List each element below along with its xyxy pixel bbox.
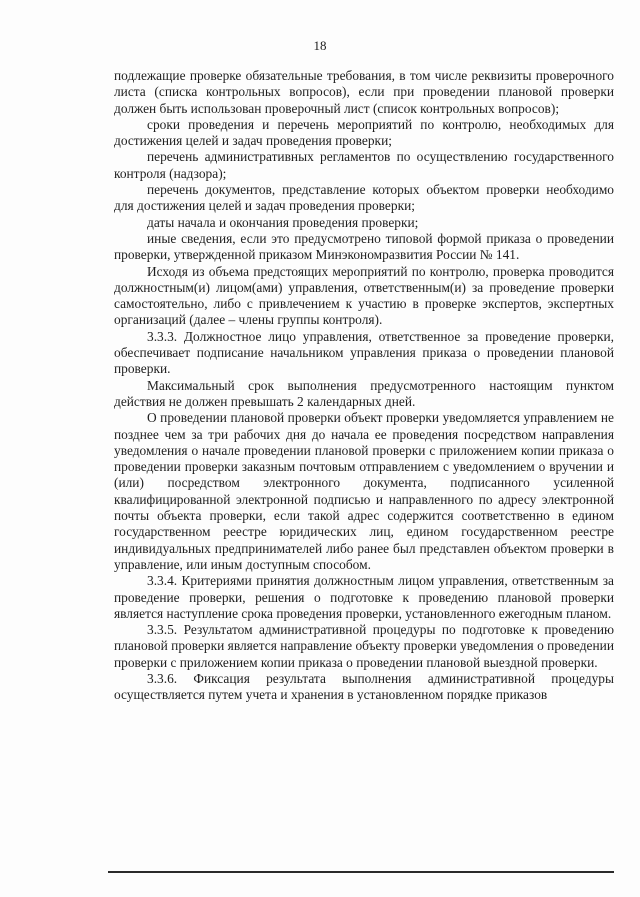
paragraph-11: 3.3.4. Критериями принятия должностным лицом управления, ответственным за проведение проверки, решения о подготовке к проведению плановой проверки является наступление срока проведения проверки, установленного ежегодным планом. — [114, 573, 614, 621]
bottom-rule — [108, 871, 614, 873]
paragraph-3: перечень административных регламентов по осуществлению государственного контроля (надзора); — [114, 149, 614, 181]
paragraph-1: подлежащие проверке обязательные требования, в том числе реквизиты проверочного листа (списка контрольных вопросов), если при проведении плановой проверки должен быть использован проверочный лист (список контрольных вопросов); — [114, 68, 614, 116]
paragraph-2: сроки проведения и перечень мероприятий по контролю, необходимых для достижения целей и задач проведения проверки; — [114, 116, 614, 149]
paragraph-10: О проведении плановой проверки объект проверки уведомляется управлением не позднее чем за три рабочих дня до начала ее проведения посредством направления уведомления о начале проведении плановой проверки с приложением копии приказа о проведении проверки заказным почтовым отправлением с уведомлением о вручении и (или) посредством электронного документа, подписанного усиленной квалифицированной электронной подписью и направленного по адресу электронной почты объекта проверки, если такой адрес содержится соответственно в едином государственном реестре юридических лиц, едином государственном реестре индивидуальных предпринимателей либо ранее был представлен объектом проверки в управление, или иным доступным способом. — [114, 410, 614, 572]
paragraph-4: перечень документов, представление которых объектом проверки необходимо для достижения целей и задач проведения проверки; — [114, 182, 614, 214]
paragraph-7: Исходя из объема предстоящих мероприятий по контролю, проверка проводится должностным(и) лицом(ами) управления, ответственным(и) за проведение проверки самостоятельно, либо с привлечением к участию в проверке экспертов, экспертных организаций (далее – члены группы контроля). — [114, 263, 614, 328]
paragraph-5: даты начала и окончания проведения проверки; — [147, 214, 419, 230]
body-text — [114, 68, 614, 704]
paragraph-13: 3.3.6. Фиксация результата выполнения административной процедуры осуществляется путем учета и хранения в установленном порядке приказов — [114, 670, 614, 703]
paragraph-9: Максимальный срок выполнения предусмотренного настоящим пунктом действия не должен превышать 2 календарных дней. — [114, 377, 614, 409]
paragraph-6: иные сведения, если это предусмотрено типовой формой приказа о проведении проверки, утвержденной приказом Минэкономразвития России № 141. — [114, 230, 614, 263]
paragraph-12: 3.3.5. Результатом административной процедуры по подготовке к проведению плановой проверки является направление объекту проверки уведомления о проведении проверки с приложением копии приказа о проведении плановой выездной проверки. — [114, 622, 614, 670]
page-number: 18 — [313, 38, 327, 53]
paragraph-8: 3.3.3. Должностное лицо управления, ответственное за проведение проверки, обеспечивает подписание начальником управления приказа о проведении плановой проверки. — [114, 328, 614, 377]
